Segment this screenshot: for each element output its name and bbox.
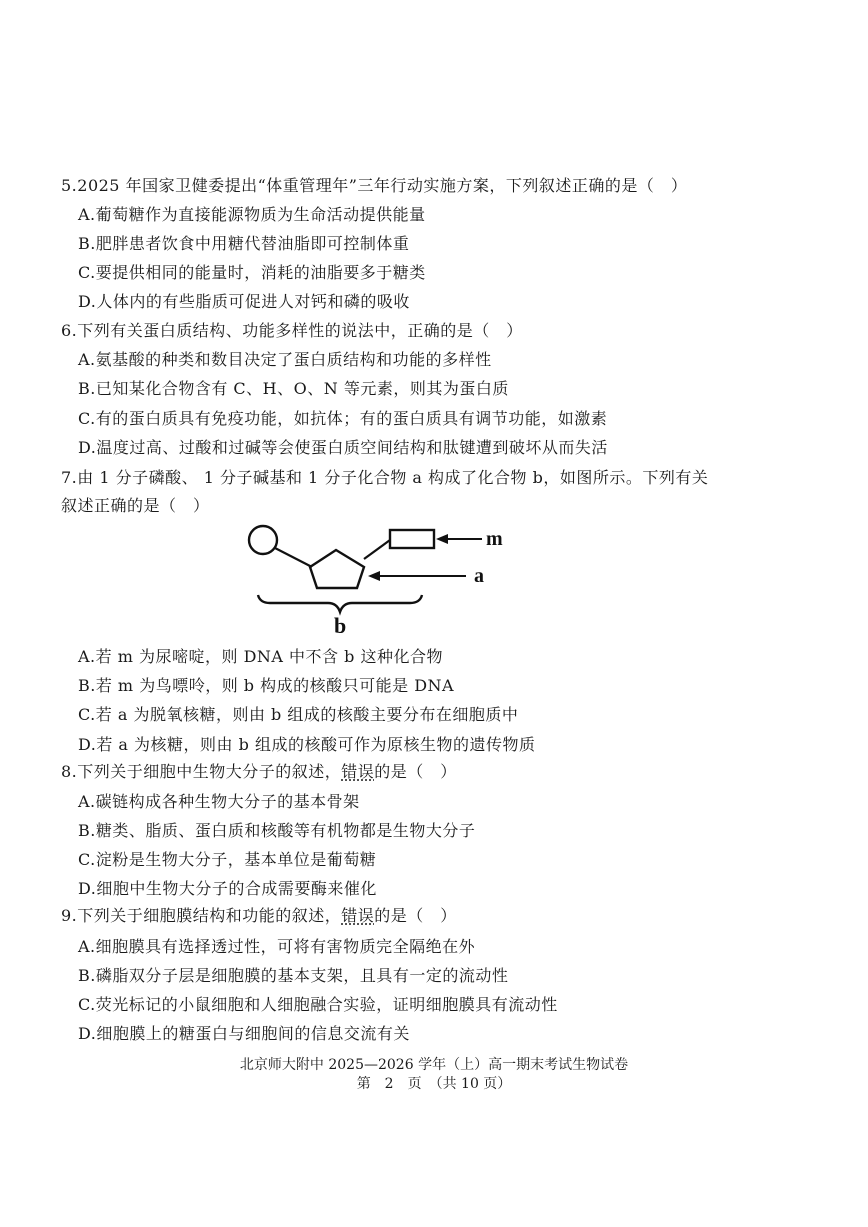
question-7-option-a: A.若 m 为尿嘧啶，则 DNA 中不含 b 这种化合物 [78, 647, 443, 666]
footer-exam-title: 北京师大附中 2025—2026 学年（上）高一期末考试生物试卷 [239, 1057, 629, 1073]
question-6-option-a: A.氨基酸的种类和数目决定了蛋白质结构和功能的多样性 [78, 350, 492, 369]
question-6-option-c: C.有的蛋白质具有免疫功能，如抗体；有的蛋白质具有调节功能，如激素 [78, 409, 608, 428]
question-6-option-d: D.温度过高、过酸和过碱等会使蛋白质空间结构和肽键遭到破坏从而失活 [78, 438, 608, 457]
question-9-stem-before: 9.下列关于细胞膜结构和功能的叙述， [61, 906, 342, 925]
arrow-m-head [436, 534, 448, 544]
question-7-option-d: D.若 a 为核糖，则由 b 组成的核酸可作为原核生物的遗传物质 [78, 735, 536, 754]
phosphate-circle [249, 526, 277, 554]
question-5-option-d: D.人体内的有些脂质可促进人对钙和磷的吸收 [78, 292, 410, 311]
question-8-stem [61, 762, 457, 782]
question-5-option-b: B.肥胖患者饮食中用糖代替油脂即可控制体重 [78, 234, 410, 253]
question-9-stem-emphasis: 错误 [341, 906, 375, 925]
pentose-ring [310, 550, 364, 588]
question-9-option-d: D.细胞膜上的糖蛋白与细胞间的信息交流有关 [78, 1024, 410, 1043]
footer-page-number: 第 2 页 （共 10 页） [356, 1076, 512, 1092]
question-8-option-d: D.细胞中生物大分子的合成需要酶来催化 [78, 879, 377, 898]
base-rectangle [390, 530, 434, 548]
base-bond [364, 540, 390, 559]
brace-b [258, 595, 422, 612]
label-m: m [486, 528, 503, 550]
question-7-stem-line2: 叙述正确的是（ ） [61, 496, 210, 515]
question-7-option-c: C.若 a 为脱氧核糖，则由 b 组成的核酸主要分布在细胞质中 [78, 705, 519, 724]
question-8-option-c: C.淀粉是生物大分子，基本单位是葡萄糖 [78, 850, 377, 869]
question-9-stem-after: 的是（ ） [374, 906, 457, 925]
question-9-option-c: C.荧光标记的小鼠细胞和人细胞融合实验，证明细胞膜具有流动性 [78, 995, 558, 1014]
arrow-a-head [368, 571, 380, 581]
question-6-stem: 6.下列有关蛋白质结构、功能多样性的说法中，正确的是（ ） [61, 321, 523, 340]
question-7-stem-line1: 7.由 1 分子磷酸、 1 分子碱基和 1 分子化合物 a 构成了化合物 b，如图所示。下列有关 [61, 468, 709, 487]
question-8-option-a: A.碳链构成各种生物大分子的基本骨架 [78, 792, 360, 811]
question-6-option-b: B.已知某化合物含有 C、H、O、N 等元素，则其为蛋白质 [78, 379, 509, 398]
phosphate-bond [275, 548, 312, 567]
question-8-option-b: B.糖类、脂质、蛋白质和核酸等有机物都是生物大分子 [78, 821, 476, 840]
question-9-option-a: A.细胞膜具有选择透过性，可将有害物质完全隔绝在外 [78, 937, 476, 956]
question-8-stem-after: 的是（ ） [374, 762, 457, 781]
question-5-option-a: A.葡萄糖作为直接能源物质为生命活动提供能量 [78, 205, 426, 224]
question-5-stem: 5.2025 年国家卫健委提出“体重管理年”三年行动实施方案，下列叙述正确的是（ ） [61, 176, 688, 195]
question-9-option-b: B.磷脂双分子层是细胞膜的基本支架，且具有一定的流动性 [78, 966, 509, 985]
question-8-stem-emphasis: 错误 [341, 762, 375, 781]
question-7-option-b: B.若 m 为鸟嘌呤，则 b 构成的核酸只可能是 DNA [78, 676, 455, 695]
label-a: a [474, 565, 484, 587]
nucleotide-diagram [230, 515, 510, 645]
label-b: b [334, 613, 347, 638]
question-8-stem-before: 8.下列关于细胞中生物大分子的叙述， [61, 762, 342, 781]
question-9-stem [61, 906, 457, 926]
question-5-option-c: C.要提供相同的能量时，消耗的油脂要多于糖类 [78, 263, 426, 282]
